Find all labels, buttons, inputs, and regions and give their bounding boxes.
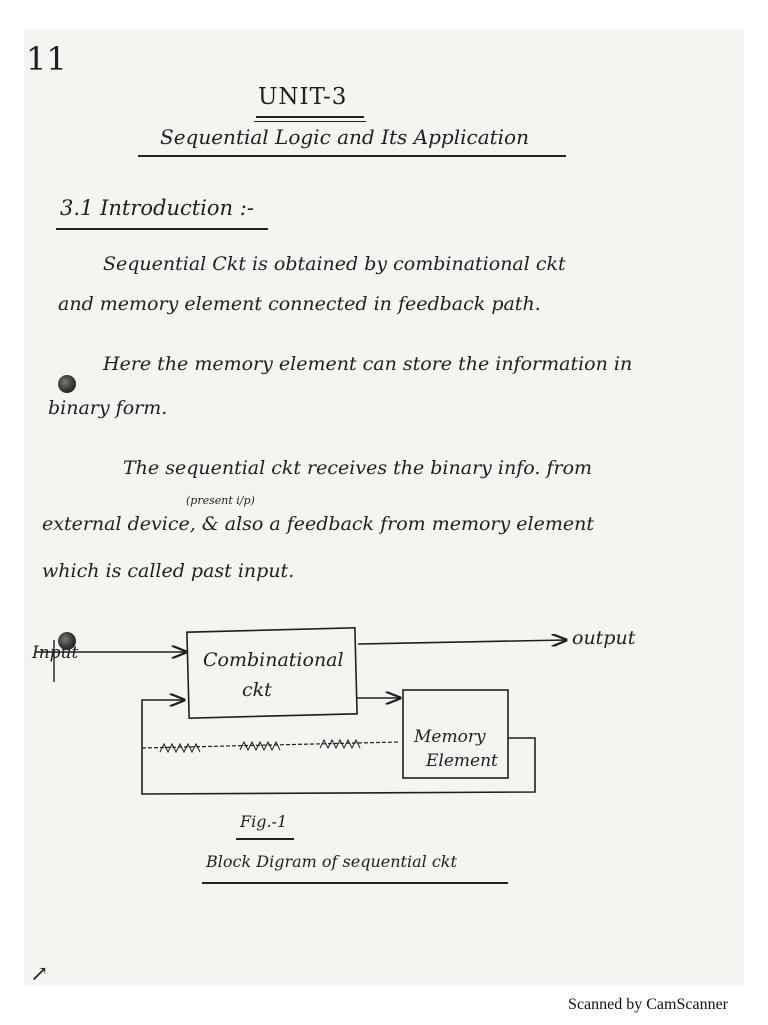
text-line: which is called past input. (42, 560, 295, 582)
page-number: 11 (26, 40, 67, 78)
scratch-marks (160, 740, 360, 752)
combinational-block (187, 628, 357, 718)
unit-underline-secondary (254, 121, 366, 122)
unit-underline (256, 116, 364, 118)
notebook-page (24, 30, 744, 985)
chapter-title: Sequential Logic and Its Application (160, 125, 529, 149)
corner-mark: ↗ (30, 962, 49, 987)
text-line: Here the memory element can store the information in (103, 353, 633, 375)
scanner-watermark: Scanned by CamScanner (568, 996, 728, 1013)
text-line: external device, & also a feedback from memory element (42, 513, 594, 535)
caption-underline (202, 882, 508, 884)
figure-label-underline (236, 838, 294, 840)
section-underline (56, 228, 268, 230)
text-line: binary form. (48, 397, 168, 419)
section-heading: 3.1 Introduction :- (60, 196, 254, 220)
figure-label: Fig.-1 (240, 812, 288, 831)
memory-label: Memory (414, 727, 486, 747)
text-line: Sequential Ckt is obtained by combinational ckt (103, 253, 566, 275)
output-label: output (572, 627, 636, 649)
memory-label-element: Element (426, 751, 498, 771)
text-line: The sequential ckt receives the binary info. from (123, 457, 593, 479)
unit-heading: UNIT-3 (258, 84, 348, 110)
output-arrow (358, 640, 566, 644)
punch-hole (58, 375, 76, 393)
block-diagram (0, 600, 768, 810)
title-underline (138, 155, 566, 157)
combinational-label: Combinational (203, 649, 344, 671)
input-label: Input (32, 643, 79, 663)
figure-caption: Block Digram of sequential ckt (206, 852, 457, 871)
text-line: and memory element connected in feedback path. (58, 293, 541, 315)
margin-annotation: (present i/p) (186, 494, 255, 507)
combinational-label-ckt: ckt (242, 679, 272, 701)
